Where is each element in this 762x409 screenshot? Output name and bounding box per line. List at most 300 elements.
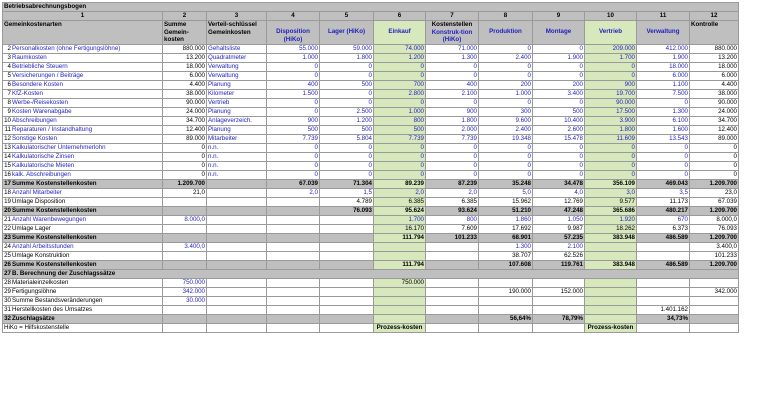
value-cell[interactable]: 7.739 bbox=[374, 134, 426, 143]
value-cell[interactable]: 57.235 bbox=[533, 233, 585, 242]
value-cell[interactable] bbox=[267, 251, 320, 260]
empty-cell[interactable] bbox=[320, 323, 374, 332]
key-cell[interactable]: Anlageverzeich. bbox=[207, 116, 267, 125]
value-cell[interactable]: 7.500 bbox=[637, 89, 690, 98]
value-cell[interactable] bbox=[426, 251, 479, 260]
value-cell[interactable]: 0 bbox=[585, 143, 637, 152]
value-cell[interactable]: 0 bbox=[533, 152, 585, 161]
value-cell[interactable]: 0 bbox=[267, 98, 320, 107]
value-cell[interactable] bbox=[320, 278, 374, 287]
value-cell[interactable]: 7.609 bbox=[426, 224, 479, 233]
sum-cell[interactable]: 13.200 bbox=[163, 53, 207, 62]
value-cell[interactable] bbox=[320, 287, 374, 296]
sum-cell[interactable] bbox=[163, 233, 207, 242]
value-cell[interactable]: 0 bbox=[637, 152, 690, 161]
key-cell[interactable] bbox=[207, 215, 267, 224]
value-cell[interactable]: 0 bbox=[637, 98, 690, 107]
control-cell[interactable]: 0 bbox=[690, 170, 739, 179]
value-cell[interactable]: 0 bbox=[426, 170, 479, 179]
value-cell[interactable]: 500 bbox=[320, 80, 374, 89]
value-cell[interactable]: 0 bbox=[533, 161, 585, 170]
column-number[interactable]: 2 bbox=[163, 12, 207, 21]
key-cell[interactable] bbox=[207, 188, 267, 197]
key-cell[interactable] bbox=[207, 251, 267, 260]
value-cell[interactable]: 0 bbox=[320, 170, 374, 179]
control-cell[interactable]: 12.400 bbox=[690, 125, 739, 134]
value-cell[interactable]: 365.686 bbox=[585, 206, 637, 215]
value-cell[interactable]: 0 bbox=[320, 62, 374, 71]
row-label[interactable] bbox=[3, 215, 163, 224]
value-cell[interactable]: 12.769 bbox=[533, 197, 585, 206]
row-label[interactable] bbox=[3, 224, 163, 233]
row-label[interactable] bbox=[3, 305, 163, 314]
value-cell[interactable] bbox=[320, 251, 374, 260]
value-cell[interactable] bbox=[267, 305, 320, 314]
value-cell[interactable]: 0 bbox=[320, 71, 374, 80]
value-cell[interactable]: 1,5 bbox=[320, 188, 374, 197]
value-cell[interactable]: 800 bbox=[374, 116, 426, 125]
value-cell[interactable]: 1.900 bbox=[533, 53, 585, 62]
value-cell[interactable]: 900 bbox=[267, 116, 320, 125]
column-number[interactable]: 1 bbox=[3, 12, 163, 21]
value-cell[interactable] bbox=[533, 278, 585, 287]
sum-cell[interactable] bbox=[163, 260, 207, 269]
value-cell[interactable]: 1.600 bbox=[637, 125, 690, 134]
value-cell[interactable]: 1.800 bbox=[585, 125, 637, 134]
sum-cell[interactable] bbox=[163, 224, 207, 233]
value-cell[interactable]: 87.239 bbox=[426, 179, 479, 188]
row-label[interactable] bbox=[3, 152, 163, 161]
key-cell[interactable] bbox=[207, 314, 267, 323]
value-cell[interactable]: 3.900 bbox=[585, 116, 637, 125]
value-cell[interactable]: 0 bbox=[374, 143, 426, 152]
sum-cell[interactable]: 18.000 bbox=[163, 62, 207, 71]
value-cell[interactable]: 1.000 bbox=[479, 89, 533, 98]
value-cell[interactable]: 1.700 bbox=[374, 215, 426, 224]
value-cell[interactable]: 6.385 bbox=[426, 197, 479, 206]
value-cell[interactable]: 0 bbox=[320, 98, 374, 107]
prozesskosten-label[interactable]: Prozess-kosten bbox=[585, 323, 637, 332]
value-cell[interactable]: 6.373 bbox=[637, 224, 690, 233]
value-cell[interactable] bbox=[267, 278, 320, 287]
value-cell[interactable]: 2.400 bbox=[479, 125, 533, 134]
value-cell[interactable]: 300 bbox=[479, 107, 533, 116]
value-cell[interactable]: 0 bbox=[479, 143, 533, 152]
value-cell[interactable]: 0 bbox=[320, 89, 374, 98]
value-cell[interactable]: 3,0 bbox=[585, 188, 637, 197]
value-cell[interactable]: 0 bbox=[585, 62, 637, 71]
empty-cell[interactable] bbox=[690, 323, 739, 332]
value-cell[interactable]: 119.761 bbox=[533, 260, 585, 269]
value-cell[interactable]: 9.577 bbox=[585, 197, 637, 206]
value-cell[interactable] bbox=[637, 242, 690, 251]
sum-cell[interactable] bbox=[163, 305, 207, 314]
value-cell[interactable]: 3.400 bbox=[533, 89, 585, 98]
control-cell[interactable]: 1.209.700 bbox=[690, 179, 739, 188]
row-label[interactable] bbox=[3, 161, 163, 170]
value-cell[interactable]: 2.500 bbox=[320, 107, 374, 116]
key-cell[interactable]: Quadratmeter bbox=[207, 53, 267, 62]
sum-cell[interactable]: 0 bbox=[163, 152, 207, 161]
value-cell[interactable]: 486.589 bbox=[637, 260, 690, 269]
value-cell[interactable]: 1.200 bbox=[374, 53, 426, 62]
row-label[interactable] bbox=[3, 89, 163, 98]
value-cell[interactable]: 0 bbox=[374, 62, 426, 71]
column-number[interactable]: 3 bbox=[207, 12, 267, 21]
value-cell[interactable]: 383.948 bbox=[585, 260, 637, 269]
control-cell[interactable]: 3.400,0 bbox=[690, 242, 739, 251]
key-cell[interactable] bbox=[207, 206, 267, 215]
sum-cell[interactable]: 1.209.700 bbox=[163, 179, 207, 188]
column-header-2[interactable] bbox=[163, 21, 207, 45]
value-cell[interactable]: 2,0 bbox=[267, 188, 320, 197]
control-cell[interactable] bbox=[690, 296, 739, 305]
key-cell[interactable]: Planung bbox=[207, 107, 267, 116]
row-label[interactable] bbox=[3, 251, 163, 260]
value-cell[interactable]: 1.920 bbox=[585, 215, 637, 224]
row-label[interactable] bbox=[3, 71, 163, 80]
value-cell[interactable]: 900 bbox=[426, 107, 479, 116]
empty-cell[interactable] bbox=[637, 323, 690, 332]
value-cell[interactable]: 34.478 bbox=[533, 179, 585, 188]
value-cell[interactable]: 0 bbox=[479, 170, 533, 179]
sum-cell[interactable]: 0 bbox=[163, 170, 207, 179]
value-cell[interactable]: 47.248 bbox=[533, 206, 585, 215]
value-cell[interactable] bbox=[320, 233, 374, 242]
row-label[interactable] bbox=[3, 170, 163, 179]
value-cell[interactable] bbox=[585, 314, 637, 323]
value-cell[interactable]: 1.000 bbox=[267, 53, 320, 62]
value-cell[interactable]: 1.300 bbox=[479, 242, 533, 251]
row-label[interactable] bbox=[3, 80, 163, 89]
value-cell[interactable]: 0 bbox=[267, 107, 320, 116]
control-cell[interactable]: 6.000 bbox=[690, 71, 739, 80]
value-cell[interactable]: 1.100 bbox=[637, 80, 690, 89]
sum-cell[interactable]: 8.000,0 bbox=[163, 215, 207, 224]
row-label[interactable] bbox=[3, 260, 163, 269]
value-cell[interactable] bbox=[267, 242, 320, 251]
sum-cell[interactable]: 750.000 bbox=[163, 278, 207, 287]
value-cell[interactable]: 0 bbox=[533, 44, 585, 53]
value-cell[interactable] bbox=[426, 305, 479, 314]
value-cell[interactable]: 0 bbox=[479, 161, 533, 170]
column-header-1[interactable] bbox=[3, 21, 163, 45]
value-cell[interactable]: 107.608 bbox=[479, 260, 533, 269]
empty-cell[interactable] bbox=[267, 323, 320, 332]
value-cell[interactable] bbox=[426, 242, 479, 251]
value-cell[interactable]: 78,79% bbox=[533, 314, 585, 323]
value-cell[interactable]: 11.609 bbox=[585, 134, 637, 143]
key-cell[interactable] bbox=[207, 287, 267, 296]
value-cell[interactable]: 383.948 bbox=[585, 233, 637, 242]
value-cell[interactable]: 200 bbox=[533, 80, 585, 89]
sum-cell[interactable] bbox=[163, 251, 207, 260]
value-cell[interactable]: 18.262 bbox=[585, 224, 637, 233]
value-cell[interactable] bbox=[585, 242, 637, 251]
row-label[interactable] bbox=[3, 143, 163, 152]
column-number[interactable]: 7 bbox=[426, 12, 479, 21]
value-cell[interactable]: 0 bbox=[426, 143, 479, 152]
value-cell[interactable]: 111.794 bbox=[374, 233, 426, 242]
value-cell[interactable]: 700 bbox=[374, 80, 426, 89]
value-cell[interactable]: 0 bbox=[479, 44, 533, 53]
control-cell[interactable]: 67.039 bbox=[690, 197, 739, 206]
control-cell[interactable]: 880.000 bbox=[690, 44, 739, 53]
row-label[interactable] bbox=[3, 206, 163, 215]
value-cell[interactable]: 500 bbox=[267, 125, 320, 134]
value-cell[interactable]: 0 bbox=[426, 71, 479, 80]
control-cell[interactable]: 8.000,0 bbox=[690, 215, 739, 224]
row-label[interactable] bbox=[3, 197, 163, 206]
value-cell[interactable]: 1.860 bbox=[479, 215, 533, 224]
value-cell[interactable]: 95.624 bbox=[374, 206, 426, 215]
key-cell[interactable]: Planung bbox=[207, 125, 267, 134]
value-cell[interactable]: 11.173 bbox=[637, 197, 690, 206]
column-header-4[interactable] bbox=[267, 21, 320, 45]
value-cell[interactable]: 400 bbox=[267, 80, 320, 89]
key-cell[interactable] bbox=[207, 305, 267, 314]
value-cell[interactable] bbox=[479, 296, 533, 305]
value-cell[interactable] bbox=[479, 305, 533, 314]
key-cell[interactable] bbox=[207, 179, 267, 188]
value-cell[interactable]: 0 bbox=[426, 161, 479, 170]
value-cell[interactable] bbox=[426, 287, 479, 296]
value-cell[interactable]: 7.739 bbox=[426, 134, 479, 143]
value-cell[interactable]: 0 bbox=[374, 152, 426, 161]
sum-cell[interactable]: 880.000 bbox=[163, 44, 207, 53]
sum-cell[interactable]: 38.000 bbox=[163, 89, 207, 98]
value-cell[interactable] bbox=[585, 305, 637, 314]
value-cell[interactable] bbox=[637, 287, 690, 296]
value-cell[interactable]: 6.100 bbox=[637, 116, 690, 125]
value-cell[interactable]: 1.500 bbox=[267, 89, 320, 98]
key-cell[interactable] bbox=[207, 233, 267, 242]
column-header-5[interactable] bbox=[320, 21, 374, 45]
sum-cell[interactable]: 0 bbox=[163, 143, 207, 152]
key-cell[interactable]: Kilometer bbox=[207, 89, 267, 98]
value-cell[interactable]: 469.043 bbox=[637, 179, 690, 188]
control-cell[interactable]: 89.000 bbox=[690, 134, 739, 143]
value-cell[interactable]: 209.000 bbox=[585, 44, 637, 53]
value-cell[interactable]: 2.100 bbox=[426, 89, 479, 98]
sum-cell[interactable]: 12.400 bbox=[163, 125, 207, 134]
value-cell[interactable]: 4,0 bbox=[533, 188, 585, 197]
value-cell[interactable]: 0 bbox=[267, 170, 320, 179]
value-cell[interactable]: 16.170 bbox=[374, 224, 426, 233]
sum-cell[interactable] bbox=[163, 314, 207, 323]
value-cell[interactable]: 76.093 bbox=[320, 206, 374, 215]
value-cell[interactable]: 0 bbox=[585, 170, 637, 179]
row-label[interactable] bbox=[3, 134, 163, 143]
key-cell[interactable] bbox=[207, 224, 267, 233]
value-cell[interactable] bbox=[320, 215, 374, 224]
value-cell[interactable]: 1.900 bbox=[637, 53, 690, 62]
empty-cell[interactable] bbox=[533, 323, 585, 332]
control-cell[interactable]: 0 bbox=[690, 161, 739, 170]
value-cell[interactable]: 7.739 bbox=[267, 134, 320, 143]
value-cell[interactable]: 55.000 bbox=[267, 44, 320, 53]
value-cell[interactable] bbox=[585, 296, 637, 305]
value-cell[interactable]: 500 bbox=[533, 107, 585, 116]
value-cell[interactable]: 0 bbox=[267, 152, 320, 161]
row-label[interactable] bbox=[3, 278, 163, 287]
value-cell[interactable]: 190.000 bbox=[479, 287, 533, 296]
key-cell[interactable]: Planung bbox=[207, 80, 267, 89]
control-cell[interactable]: 1.209.700 bbox=[690, 206, 739, 215]
value-cell[interactable]: 0 bbox=[426, 62, 479, 71]
value-cell[interactable]: 500 bbox=[320, 125, 374, 134]
row-label[interactable] bbox=[3, 107, 163, 116]
value-cell[interactable]: 412.000 bbox=[637, 44, 690, 53]
value-cell[interactable]: 9.987 bbox=[533, 224, 585, 233]
value-cell[interactable]: 5,0 bbox=[479, 188, 533, 197]
value-cell[interactable]: 2.400 bbox=[479, 53, 533, 62]
control-cell[interactable]: 23,0 bbox=[690, 188, 739, 197]
value-cell[interactable]: 35.248 bbox=[479, 179, 533, 188]
column-header-6[interactable] bbox=[374, 21, 426, 45]
row-label[interactable] bbox=[3, 314, 163, 323]
value-cell[interactable]: 0 bbox=[426, 98, 479, 107]
value-cell[interactable] bbox=[637, 296, 690, 305]
empty-cell[interactable] bbox=[163, 323, 207, 332]
section-label[interactable] bbox=[3, 269, 739, 278]
value-cell[interactable] bbox=[267, 233, 320, 242]
value-cell[interactable]: 0 bbox=[533, 98, 585, 107]
value-cell[interactable]: 0 bbox=[479, 98, 533, 107]
value-cell[interactable]: 15.962 bbox=[479, 197, 533, 206]
value-cell[interactable] bbox=[426, 296, 479, 305]
value-cell[interactable]: 0 bbox=[637, 170, 690, 179]
value-cell[interactable]: 38.707 bbox=[479, 251, 533, 260]
sum-cell[interactable] bbox=[163, 206, 207, 215]
key-cell[interactable]: n.n. bbox=[207, 152, 267, 161]
column-header-11[interactable] bbox=[637, 21, 690, 45]
value-cell[interactable]: 356.109 bbox=[585, 179, 637, 188]
row-label[interactable] bbox=[3, 296, 163, 305]
value-cell[interactable]: 1.401.162 bbox=[637, 305, 690, 314]
value-cell[interactable]: 480.217 bbox=[637, 206, 690, 215]
row-label[interactable] bbox=[3, 233, 163, 242]
value-cell[interactable]: 90.000 bbox=[585, 98, 637, 107]
value-cell[interactable]: 101.233 bbox=[426, 233, 479, 242]
value-cell[interactable]: 2,0 bbox=[426, 188, 479, 197]
sum-cell[interactable]: 6.000 bbox=[163, 71, 207, 80]
value-cell[interactable]: 71.000 bbox=[426, 44, 479, 53]
value-cell[interactable]: 18.000 bbox=[637, 62, 690, 71]
key-cell[interactable]: Gehaltsliste bbox=[207, 44, 267, 53]
value-cell[interactable]: 17.692 bbox=[479, 224, 533, 233]
column-number[interactable]: 4 bbox=[267, 12, 320, 21]
sum-cell[interactable]: 0 bbox=[163, 161, 207, 170]
value-cell[interactable]: 2.000 bbox=[426, 125, 479, 134]
column-header-7[interactable] bbox=[426, 21, 479, 45]
value-cell[interactable]: 670 bbox=[637, 215, 690, 224]
value-cell[interactable]: 74.000 bbox=[374, 44, 426, 53]
value-cell[interactable] bbox=[320, 305, 374, 314]
value-cell[interactable]: 2,0 bbox=[374, 188, 426, 197]
column-number[interactable]: 12 bbox=[690, 12, 739, 21]
value-cell[interactable] bbox=[320, 296, 374, 305]
value-cell[interactable] bbox=[533, 296, 585, 305]
value-cell[interactable]: 89.239 bbox=[374, 179, 426, 188]
value-cell[interactable] bbox=[267, 206, 320, 215]
key-cell[interactable]: Vertrieb bbox=[207, 98, 267, 107]
value-cell[interactable]: 0 bbox=[426, 152, 479, 161]
value-cell[interactable]: 0 bbox=[267, 143, 320, 152]
control-cell[interactable]: 38.000 bbox=[690, 89, 739, 98]
sum-cell[interactable]: 21,0 bbox=[163, 188, 207, 197]
value-cell[interactable]: 0 bbox=[585, 71, 637, 80]
value-cell[interactable]: 200 bbox=[479, 80, 533, 89]
column-header-8[interactable] bbox=[479, 21, 533, 45]
value-cell[interactable]: 152.000 bbox=[533, 287, 585, 296]
value-cell[interactable]: 1.200 bbox=[320, 116, 374, 125]
value-cell[interactable]: 5.804 bbox=[320, 134, 374, 143]
control-cell[interactable] bbox=[690, 314, 739, 323]
control-cell[interactable]: 4.400 bbox=[690, 80, 739, 89]
value-cell[interactable]: 1.300 bbox=[637, 107, 690, 116]
value-cell[interactable]: 10.400 bbox=[533, 116, 585, 125]
value-cell[interactable]: 0 bbox=[637, 161, 690, 170]
control-cell[interactable]: 76.093 bbox=[690, 224, 739, 233]
value-cell[interactable]: 0 bbox=[533, 71, 585, 80]
column-header-3[interactable] bbox=[207, 21, 267, 45]
value-cell[interactable]: 0 bbox=[267, 161, 320, 170]
value-cell[interactable]: 1.300 bbox=[426, 53, 479, 62]
value-cell[interactable] bbox=[374, 251, 426, 260]
row-label[interactable] bbox=[3, 125, 163, 134]
sum-cell[interactable]: 3.400,0 bbox=[163, 242, 207, 251]
row-label[interactable] bbox=[3, 98, 163, 107]
value-cell[interactable]: 0 bbox=[374, 71, 426, 80]
key-cell[interactable] bbox=[207, 197, 267, 206]
key-cell[interactable]: n.n. bbox=[207, 170, 267, 179]
value-cell[interactable]: 1.050 bbox=[533, 215, 585, 224]
control-cell[interactable]: 1.209.700 bbox=[690, 260, 739, 269]
value-cell[interactable]: 500 bbox=[374, 125, 426, 134]
value-cell[interactable]: 93.624 bbox=[426, 206, 479, 215]
value-cell[interactable] bbox=[479, 278, 533, 287]
value-cell[interactable]: 0 bbox=[479, 62, 533, 71]
value-cell[interactable]: 67.039 bbox=[267, 179, 320, 188]
row-label[interactable] bbox=[3, 287, 163, 296]
key-cell[interactable]: Verwaltung bbox=[207, 71, 267, 80]
value-cell[interactable]: 111.794 bbox=[374, 260, 426, 269]
value-cell[interactable] bbox=[374, 287, 426, 296]
key-cell[interactable]: n.n. bbox=[207, 161, 267, 170]
value-cell[interactable] bbox=[533, 305, 585, 314]
value-cell[interactable]: 13.543 bbox=[637, 134, 690, 143]
value-cell[interactable]: 4.789 bbox=[320, 197, 374, 206]
sum-cell[interactable]: 30.000 bbox=[163, 296, 207, 305]
value-cell[interactable] bbox=[267, 215, 320, 224]
value-cell[interactable]: 51.210 bbox=[479, 206, 533, 215]
value-cell[interactable]: 1.800 bbox=[426, 116, 479, 125]
value-cell[interactable]: 0 bbox=[479, 71, 533, 80]
value-cell[interactable]: 71.304 bbox=[320, 179, 374, 188]
sum-cell[interactable]: 89.000 bbox=[163, 134, 207, 143]
value-cell[interactable]: 59.000 bbox=[320, 44, 374, 53]
column-number[interactable]: 6 bbox=[374, 12, 426, 21]
row-label[interactable] bbox=[3, 62, 163, 71]
value-cell[interactable] bbox=[585, 278, 637, 287]
value-cell[interactable]: 6.385 bbox=[374, 197, 426, 206]
key-cell[interactable]: n.n. bbox=[207, 143, 267, 152]
sum-cell[interactable]: 24.000 bbox=[163, 107, 207, 116]
value-cell[interactable] bbox=[585, 287, 637, 296]
footnote[interactable]: HiKo = Hilfskostenstelle bbox=[3, 323, 163, 332]
value-cell[interactable]: 0 bbox=[374, 170, 426, 179]
